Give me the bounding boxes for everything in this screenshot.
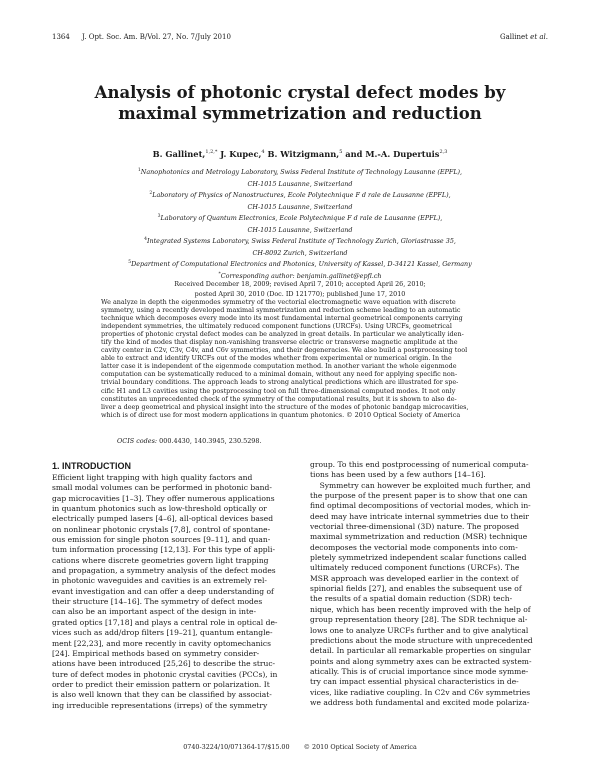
text-line: atically. This is of crucial importance since mode symme- bbox=[310, 666, 529, 676]
text-line: nique, which has been recently improved with the help of bbox=[310, 604, 531, 614]
text-line: their structure [14–16]. The symmetry of defect modes bbox=[52, 597, 263, 607]
text-line: lows one to analyze URCFs further and to give analytical bbox=[310, 625, 529, 635]
received-line: posted April 30, 2010 (Doc. ID 121770); published June 17, 2010 bbox=[194, 289, 406, 298]
text-line: can also be an important aspect of the design in inte- bbox=[52, 607, 257, 617]
page-number: 1364 bbox=[52, 33, 70, 41]
text-line: is also well known that they can be classified by associat- bbox=[52, 690, 272, 700]
author: B. Witzigmann,$^5$ bbox=[267, 149, 343, 159]
author-list bbox=[60, 149, 540, 159]
text-line: electrically pumped lasers [4–6], all-optical devices based bbox=[52, 514, 274, 524]
text-line: the results of a spatial domain reduction (SDR) tech- bbox=[310, 594, 513, 604]
page-footer bbox=[0, 743, 600, 751]
text-line: we address both fundamental and excited mode polariza- bbox=[310, 697, 530, 707]
title-line: Analysis of photonic crystal defect modes by bbox=[94, 83, 506, 102]
abstract-line: technique which decomposes every mode into its most fundamental internal geometrical components carrying bbox=[101, 314, 463, 323]
abstract-line: liver a deep geometrical and physical insight into the structure of the modes of photonic bandgap microcavities, bbox=[101, 402, 469, 411]
text-line: try can impact essential physical characteristics in de- bbox=[310, 677, 519, 687]
text-line: ations have been introduced [25,26] to describe the struc- bbox=[52, 659, 276, 669]
text-line: cations where discrete geometries govern light trapping bbox=[52, 555, 269, 565]
text-line: vectorial three-dimensional (3D) nature. The proposed bbox=[310, 522, 520, 532]
text-line: deed may have intricate internal symmetries due to their bbox=[310, 511, 529, 521]
affiliation-line: $^5$Department of Computational Electronics and Photonics, University of Kassel, D-34121 Kassel, Germany bbox=[128, 260, 472, 269]
text-line: vices, like radiative coupling. In C2v and C6v symmetries bbox=[310, 687, 531, 697]
affiliation-line: CH-1015 Lausanne, Switzerland bbox=[247, 225, 353, 234]
affiliation-line: $^2$Laboratory of Physics of Nanostructures, Ecole Polytechnique F d rale de Lausanne (EPFL), bbox=[149, 191, 451, 200]
received-dates bbox=[60, 280, 540, 299]
right-column bbox=[310, 460, 550, 708]
text-line: ultimately reduced component functions (URCFs). The bbox=[310, 563, 520, 573]
received-line: Received December 18, 2009; revised April 7, 2010; accepted April 26, 2010; bbox=[174, 280, 426, 288]
text-line: gap microcavities [1–3]. They offer numerous applications bbox=[52, 493, 275, 503]
affiliation-line: $^1$Nanophotonics and Metrology Laboratory, Swiss Federal Institute of Technology Lausanne (EPFL), bbox=[137, 168, 463, 177]
ocis-values: 000.4430, 140.3945, 230.5298. bbox=[159, 437, 262, 445]
affiliation-line: CH-1015 Lausanne, Switzerland bbox=[247, 179, 353, 188]
text-line: ous emission for single photon sources [9–11], and quan- bbox=[52, 535, 271, 545]
abstract-line: cavity center in C2v, C3v, C4v, and C6v symmetries, and their degeneracies. We also build a postprocessing tool bbox=[101, 346, 468, 355]
paper-title bbox=[60, 82, 540, 124]
text-line: ment [22,23], and more recently in cavity optomechanics bbox=[52, 638, 272, 648]
text-line: grated optics [17,18] and plays a central role in optical de- bbox=[52, 617, 278, 627]
text-line: tum information processing [12,13]. For this type of appli- bbox=[52, 545, 276, 555]
text-line: MSR approach was developed earlier in the context of bbox=[310, 573, 519, 583]
text-line: order to predict their emission pattern or polarization. It bbox=[52, 679, 270, 689]
text-line: predictions about the mode structure with unprecedented bbox=[310, 635, 533, 645]
article-code: 0740-3224/10/071364-17/$15.00 bbox=[183, 743, 290, 751]
affiliation-line: CH-1015 Lausanne, Switzerland bbox=[247, 202, 353, 211]
text-line: on nonlinear photonic crystals [7,8], control of spontane- bbox=[52, 524, 271, 534]
abstract-line: able to extract and identify URCFs out of the modes whether from experimental or numerical origin. In the bbox=[101, 354, 452, 363]
affiliation-line: CH-8092 Zurich, Switzerland bbox=[252, 248, 348, 257]
abstract-line: tify the kind of modes that display non-vanishing transverse electric or transverse magnetic amplitude at the bbox=[101, 338, 458, 347]
title-line: maximal symmetrization and reduction bbox=[118, 104, 482, 123]
text-line: find optimal decompositions of vectorial modes, which in- bbox=[310, 501, 531, 511]
text-line: the purpose of the present paper is to show that one can bbox=[310, 491, 528, 501]
copyright: © 2010 Optical Society of America bbox=[303, 743, 417, 751]
abstract bbox=[101, 298, 499, 419]
text-line: small modal volumes can be performed in photonic band- bbox=[52, 483, 272, 493]
left-column bbox=[52, 460, 292, 711]
text-line: Efficient light trapping with high quality factors and bbox=[52, 473, 253, 482]
abstract-line: computation can be systematically reduced to a minimal domain, without any need for applying specific non- bbox=[101, 370, 458, 379]
running-header bbox=[52, 33, 548, 43]
affiliation-line: $^3$Laboratory of Quantum Electronics, Ecole Polytechnique F d rale de Lausanne (EPFL), bbox=[157, 214, 443, 223]
abstract-line: We analyze in depth the eigenmodes symmetry of the vectorial electromagnetic wave equation with discrete bbox=[101, 298, 456, 306]
abstract-line: which is of direct use for most modern applications in quantum photonics. © 2010 Optical Society of America bbox=[101, 410, 461, 419]
text-line: in photonic waveguides and cavities is an extremely rel- bbox=[52, 576, 267, 586]
abstract-line: symmetry, using a recently developed maximal symmetrization and reduction scheme leading to an automatic bbox=[101, 306, 461, 315]
text-line: and propagation, a symmetry analysis of the defect modes bbox=[52, 566, 276, 576]
text-line: tions has been used by a few authors [14–16]. bbox=[310, 470, 486, 480]
abstract-line: trivial boundary conditions. The approach leads to strong analytical predictions which are illustrated for spe- bbox=[101, 378, 459, 387]
text-line: ture of defect modes in photonic crystal cavities (PCCs), in bbox=[52, 669, 278, 679]
text-line: vices such as add/drop filters [19–21], quantum entangle- bbox=[52, 628, 273, 638]
text-line: group. To this end postprocessing of numerical computa- bbox=[310, 460, 529, 469]
journal-citation: J. Opt. Soc. Am. B/Vol. 27, No. 7/July 2010 bbox=[82, 33, 231, 41]
corresponding-author: *Corresponding author: benjamin.gallinet@epfl.ch bbox=[218, 271, 382, 280]
text-line: pletely symmetrized independent scalar functions called bbox=[310, 553, 527, 563]
text-line: decomposes the vectorial mode components into com- bbox=[310, 542, 518, 552]
abstract-line: properties of photonic crystal defect modes can be analyzed in great details. In particular we analytically iden- bbox=[101, 330, 464, 339]
author: and M.-A. Dupertuis$^{2,3}$ bbox=[345, 149, 448, 159]
affiliation-line: $^4$Integrated Systems Laboratory, Swiss Federal Institute of Technology Zurich, Gloriastrasse 35, bbox=[144, 237, 456, 246]
running-author: Gallinet et al. bbox=[499, 33, 548, 41]
author: B. Gallinet,$^{1,2,*}$ bbox=[152, 149, 218, 159]
abstract-line: latter case it is independent of the eigenmode computation method. In another variant the whole eigenmode bbox=[101, 362, 457, 371]
text-line: in quantum photonics such as low-threshold optically or bbox=[52, 504, 267, 514]
author: J. Kupec,$^4$ bbox=[220, 149, 265, 159]
text-line: detail. In particular all remarkable properties on singular bbox=[310, 646, 531, 656]
text-line: points and along symmetry axes can be extracted system- bbox=[310, 656, 532, 666]
abstract-line: constitutes an unprecedented check of the symmetry of the computational results, but it is shown to also de- bbox=[101, 394, 457, 403]
text-line: Symmetry can however be exploited much further, and bbox=[310, 480, 531, 490]
text-line: group representation theory [28]. The SDR technique al- bbox=[310, 615, 528, 625]
abstract-line: cific H1 and L3 cavities using the postprocessing tool on full three-dimensional computed modes. It not only bbox=[101, 386, 456, 395]
text-line: evant investigation and can offer a deep understanding of bbox=[52, 586, 274, 596]
ocis-label: OCIS codes: bbox=[117, 437, 158, 445]
abstract-line: independent symmetries, the ultimately reduced component functions (URCFs). Using URCFs, geometrical bbox=[101, 322, 452, 331]
section-heading: 1. INTRODUCTION bbox=[52, 461, 132, 471]
text-line: spinorial fields [27], and enables the subsequent use of bbox=[310, 584, 522, 594]
text-line: [24]. Empirical methods based on symmetry consider- bbox=[52, 648, 260, 658]
affiliations bbox=[60, 166, 540, 281]
text-line: maximal symmetrization and reduction (MSR) technique bbox=[310, 532, 528, 542]
text-line: ing irreducible representations (irreps) of the symmetry bbox=[52, 700, 268, 710]
ocis-codes bbox=[117, 437, 262, 445]
